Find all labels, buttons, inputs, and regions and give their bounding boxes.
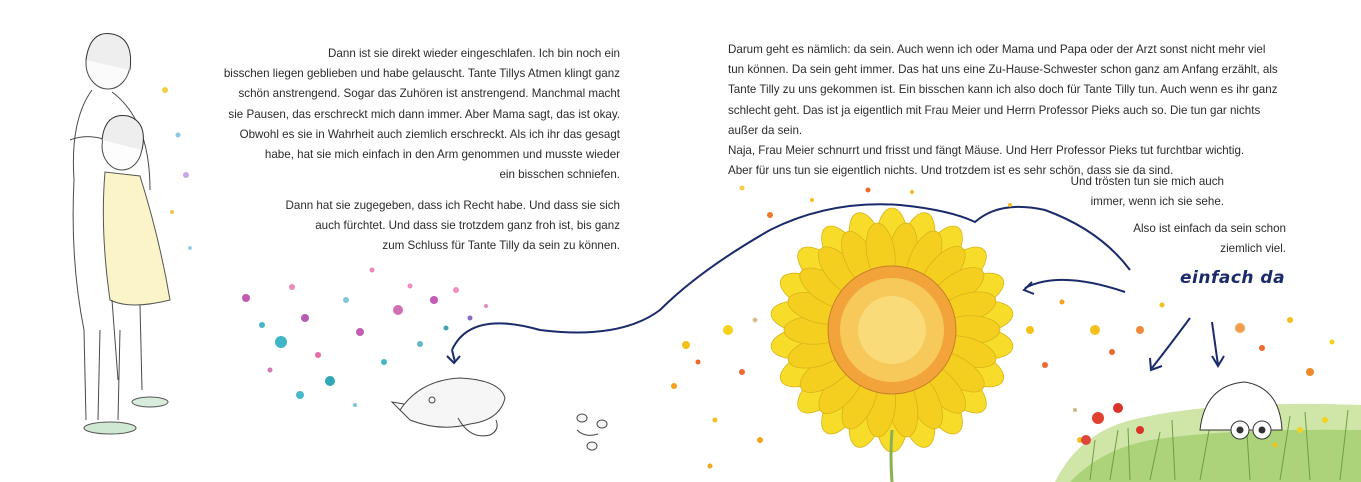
text-line: Also ist einfach da sein schon: [1133, 222, 1286, 235]
text-line: Und trösten tun sie mich auch: [1070, 175, 1224, 188]
text-line: bisschen liegen geblieben und habe gelauscht. Tante Tillys Atmen klingt ganz: [223, 67, 620, 81]
closing-text-1: [1000, 172, 1224, 212]
handwritten-einfach-da: einfach da: [1180, 268, 1286, 288]
text-line: Tante Tilly zu uns gekommen ist. Ein bisschen kann ich also doch für Tante Tilly tun. Auch wenn es ihr ganz: [728, 83, 1278, 97]
text-line: auch fürchtet. Und dass sie trotzdem ganz froh ist, bis ganz: [315, 219, 620, 233]
left-paragraph-2: [200, 196, 620, 257]
text-line: Dann hat sie zugegeben, dass ich Recht habe. Und dass sie sich: [285, 199, 620, 212]
text-line: tun können. Da sein geht immer. Das hat uns eine Zu-Hause-Schwester schon ganz am Anfang erzählt, als: [728, 63, 1278, 77]
right-paragraph: [728, 40, 1278, 181]
text-line: sie Pausen, das erschreckt mich dann immer. Aber Mama sagt, das ist okay.: [228, 107, 620, 121]
text-line: ein bisschen schniefen.: [499, 168, 620, 182]
text-line: zum Schluss für Tante Tilly da sein zu können.: [382, 239, 620, 253]
meadow-illustration: [1055, 382, 1361, 482]
cat-illustration: [392, 378, 505, 436]
sunflower-illustration: [769, 208, 1015, 482]
text-line: ziemlich viel.: [1220, 242, 1286, 256]
text-line: habe, hat sie mich einfach in den Arm genommen und musste wieder: [264, 148, 620, 162]
left-paragraph-1: [200, 44, 620, 185]
text-line: immer, wenn ich sie sehe.: [1090, 195, 1224, 209]
ink-arrow-sunflower: [1024, 280, 1125, 294]
hedgehog-illustration: [1200, 382, 1282, 439]
text-line: schlecht geht. Das ist ja eigentlich mit Frau Meier und Herrn Professor Pieks auch so. Die tun gar nichts: [728, 103, 1261, 117]
text-line: Darum geht es nämlich: da sein. Auch wenn ich oder Mama und Papa oder der Arzt sonst nicht mehr viel: [728, 43, 1266, 56]
closing-text-2: [1060, 219, 1286, 259]
mice-illustration: [577, 414, 607, 450]
text-line: schön anstrengend. Sogar das Zuhören ist anstrengend. Manchmal macht: [238, 87, 620, 101]
text-line: Aber für uns tun sie eigentlich nichts. Und trotzdem ist es sehr schön, dass sie da sind.: [728, 164, 1174, 178]
text-line: außer da sein.: [728, 123, 803, 137]
ink-arrow-down: [1212, 322, 1224, 366]
text-line: Naja, Frau Meier schnurrt und frisst und fängt Mäuse. Und Herr Professor Pieks tut furchtbar wichtig.: [728, 144, 1245, 158]
hugging-figures-illustration: [70, 34, 170, 434]
ink-arrow-hedgehog: [1150, 318, 1190, 370]
text-line: Dann ist sie direkt wieder eingeschlafen. Ich bin noch ein: [328, 47, 620, 60]
ink-arrow-cat: [447, 350, 460, 363]
text-line: Obwohl es sie in Wahrheit auch ziemlich erschreckt. Als ich ihr das gesagt: [239, 127, 620, 141]
